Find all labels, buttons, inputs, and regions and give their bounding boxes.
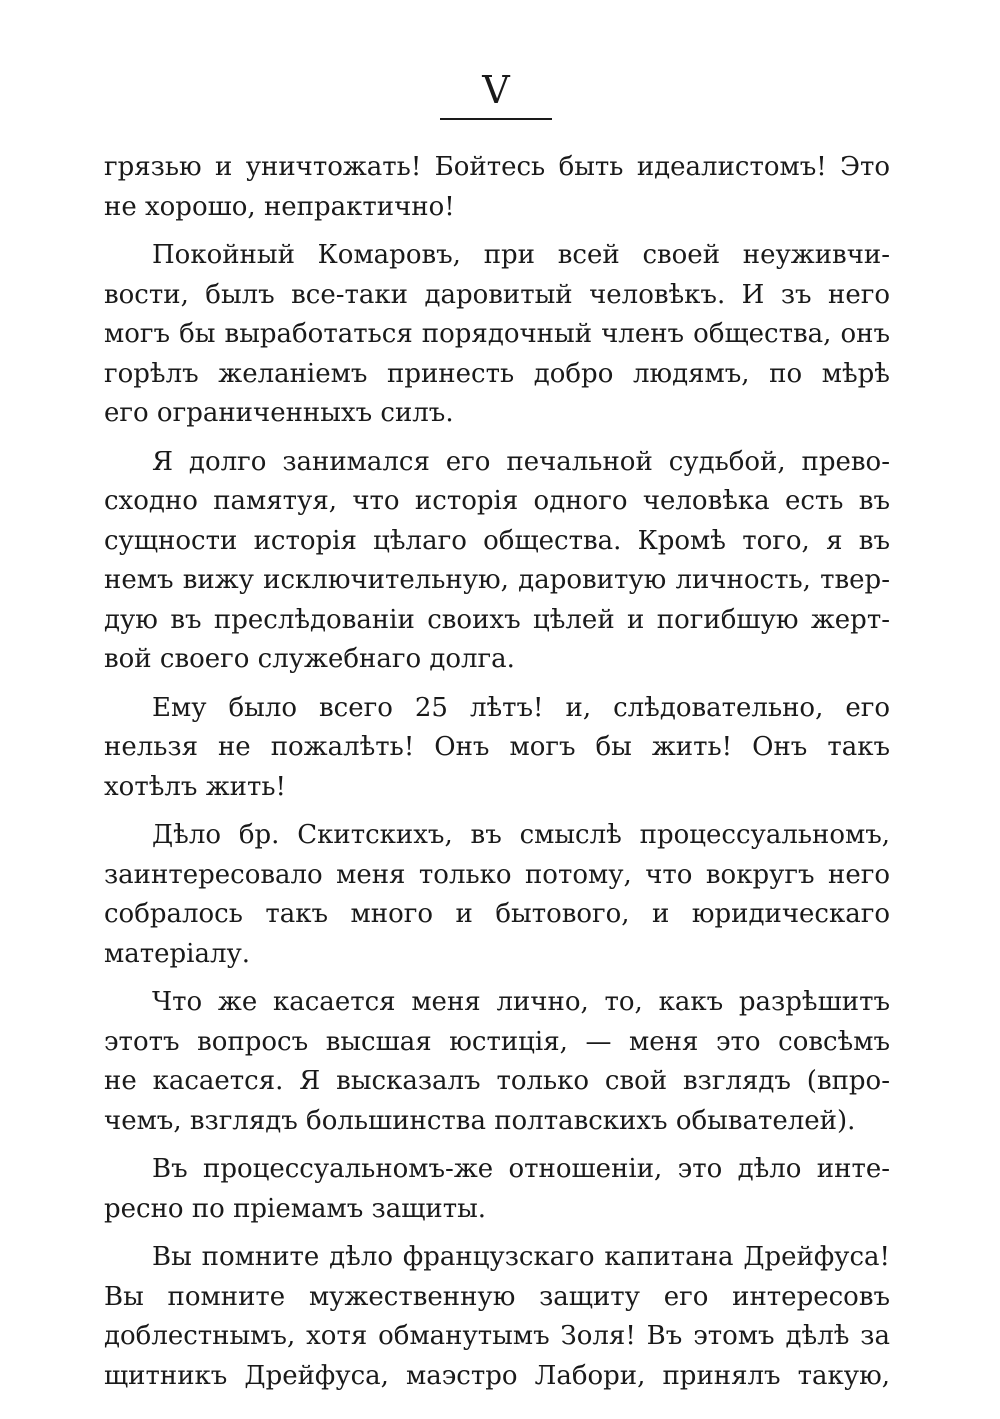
paragraph bbox=[104, 1150, 890, 1229]
text-line: Покойный Комаровъ, при всей своей неуживчи- bbox=[152, 240, 890, 270]
text-line: заинтересовало меня только потому, что вокругъ него bbox=[104, 859, 890, 890]
text-line: горѣлъ желаніемъ принесть добро людямъ, по мѣрѣ bbox=[104, 358, 890, 389]
text-line: доблестнымъ, хотя обманутымъ Золя! Въ этомъ дѣлѣ за bbox=[104, 1321, 890, 1351]
text-line: Я долго занимался его печальной судьбой, прево- bbox=[152, 446, 890, 477]
text-line: сходно памятуя, что исторія одного человѣка есть въ bbox=[104, 486, 890, 516]
text-line: чемъ, взглядъ большинства полтавскихъ обывателей). bbox=[104, 1105, 856, 1136]
paragraph bbox=[104, 983, 890, 1141]
paragraph bbox=[104, 816, 890, 974]
text-line: сущности исторія цѣлаго общества. Кромѣ того, я въ bbox=[104, 525, 890, 556]
paragraph bbox=[104, 236, 890, 434]
text-line: нельзя не пожалѣть! Онъ могъ бы жить! Онъ такъ bbox=[104, 732, 890, 762]
text-line: Дѣло бр. Скитскихъ, въ смыслѣ процессуальномъ, bbox=[152, 820, 890, 850]
text-line: Вы помните мужественную защиту его интересовъ bbox=[104, 1281, 890, 1312]
paragraph bbox=[104, 689, 890, 808]
body-text bbox=[104, 148, 890, 1405]
text-line: немъ вижу исключительную, даровитую личность, твер- bbox=[104, 565, 890, 595]
text-line: Вы помните дѣло французскаго капитана Дрейфуса! bbox=[152, 1242, 890, 1272]
text-line: его ограниченныхъ силъ. bbox=[104, 398, 454, 428]
text-line: Что же касается меня лично, то, какъ разрѣшитъ bbox=[152, 987, 890, 1017]
text-line: могъ бы выработаться порядочный членъ общества, онъ bbox=[104, 319, 890, 349]
text-line: этотъ вопросъ высшая юстиція, — меня это совсѣмъ bbox=[104, 1026, 890, 1057]
text-line: дую въ преслѣдованіи своихъ цѣлей и погибшую жерт- bbox=[104, 604, 890, 635]
text-line: вой своего служебнаго долга. bbox=[104, 644, 515, 674]
text-line: не хорошо, непрактично! bbox=[104, 191, 455, 222]
text-line: щитникъ Дрейфуса, маэстро Лабори, принялъ такую, bbox=[104, 1360, 890, 1391]
text-line: вости, былъ все-таки даровитый человѣкъ. И зъ него bbox=[104, 279, 890, 310]
paragraph bbox=[104, 443, 890, 680]
text-line: ресно по пріемамъ защиты. bbox=[104, 1193, 487, 1224]
text-line: не касается. Я высказалъ только свой взглядъ (впро- bbox=[104, 1066, 890, 1096]
text-line: Ему было всего 25 лѣтъ! и, слѣдовательно, его bbox=[152, 692, 890, 723]
paragraph bbox=[104, 148, 890, 227]
paragraph bbox=[104, 1238, 890, 1396]
text-line: матеріалу. bbox=[104, 938, 251, 969]
text-line: собралось такъ много и бытового, и юридическаго bbox=[104, 899, 890, 929]
page-number: V bbox=[482, 68, 510, 112]
text-line: Въ процессуальномъ-же отношеніи, это дѣло инте- bbox=[152, 1154, 890, 1184]
text-line: грязью и уничтожать! Бойтесь быть идеалистомъ! Это bbox=[104, 152, 890, 182]
text-line: хотѣлъ жить! bbox=[104, 771, 286, 802]
header-rule bbox=[440, 118, 552, 120]
